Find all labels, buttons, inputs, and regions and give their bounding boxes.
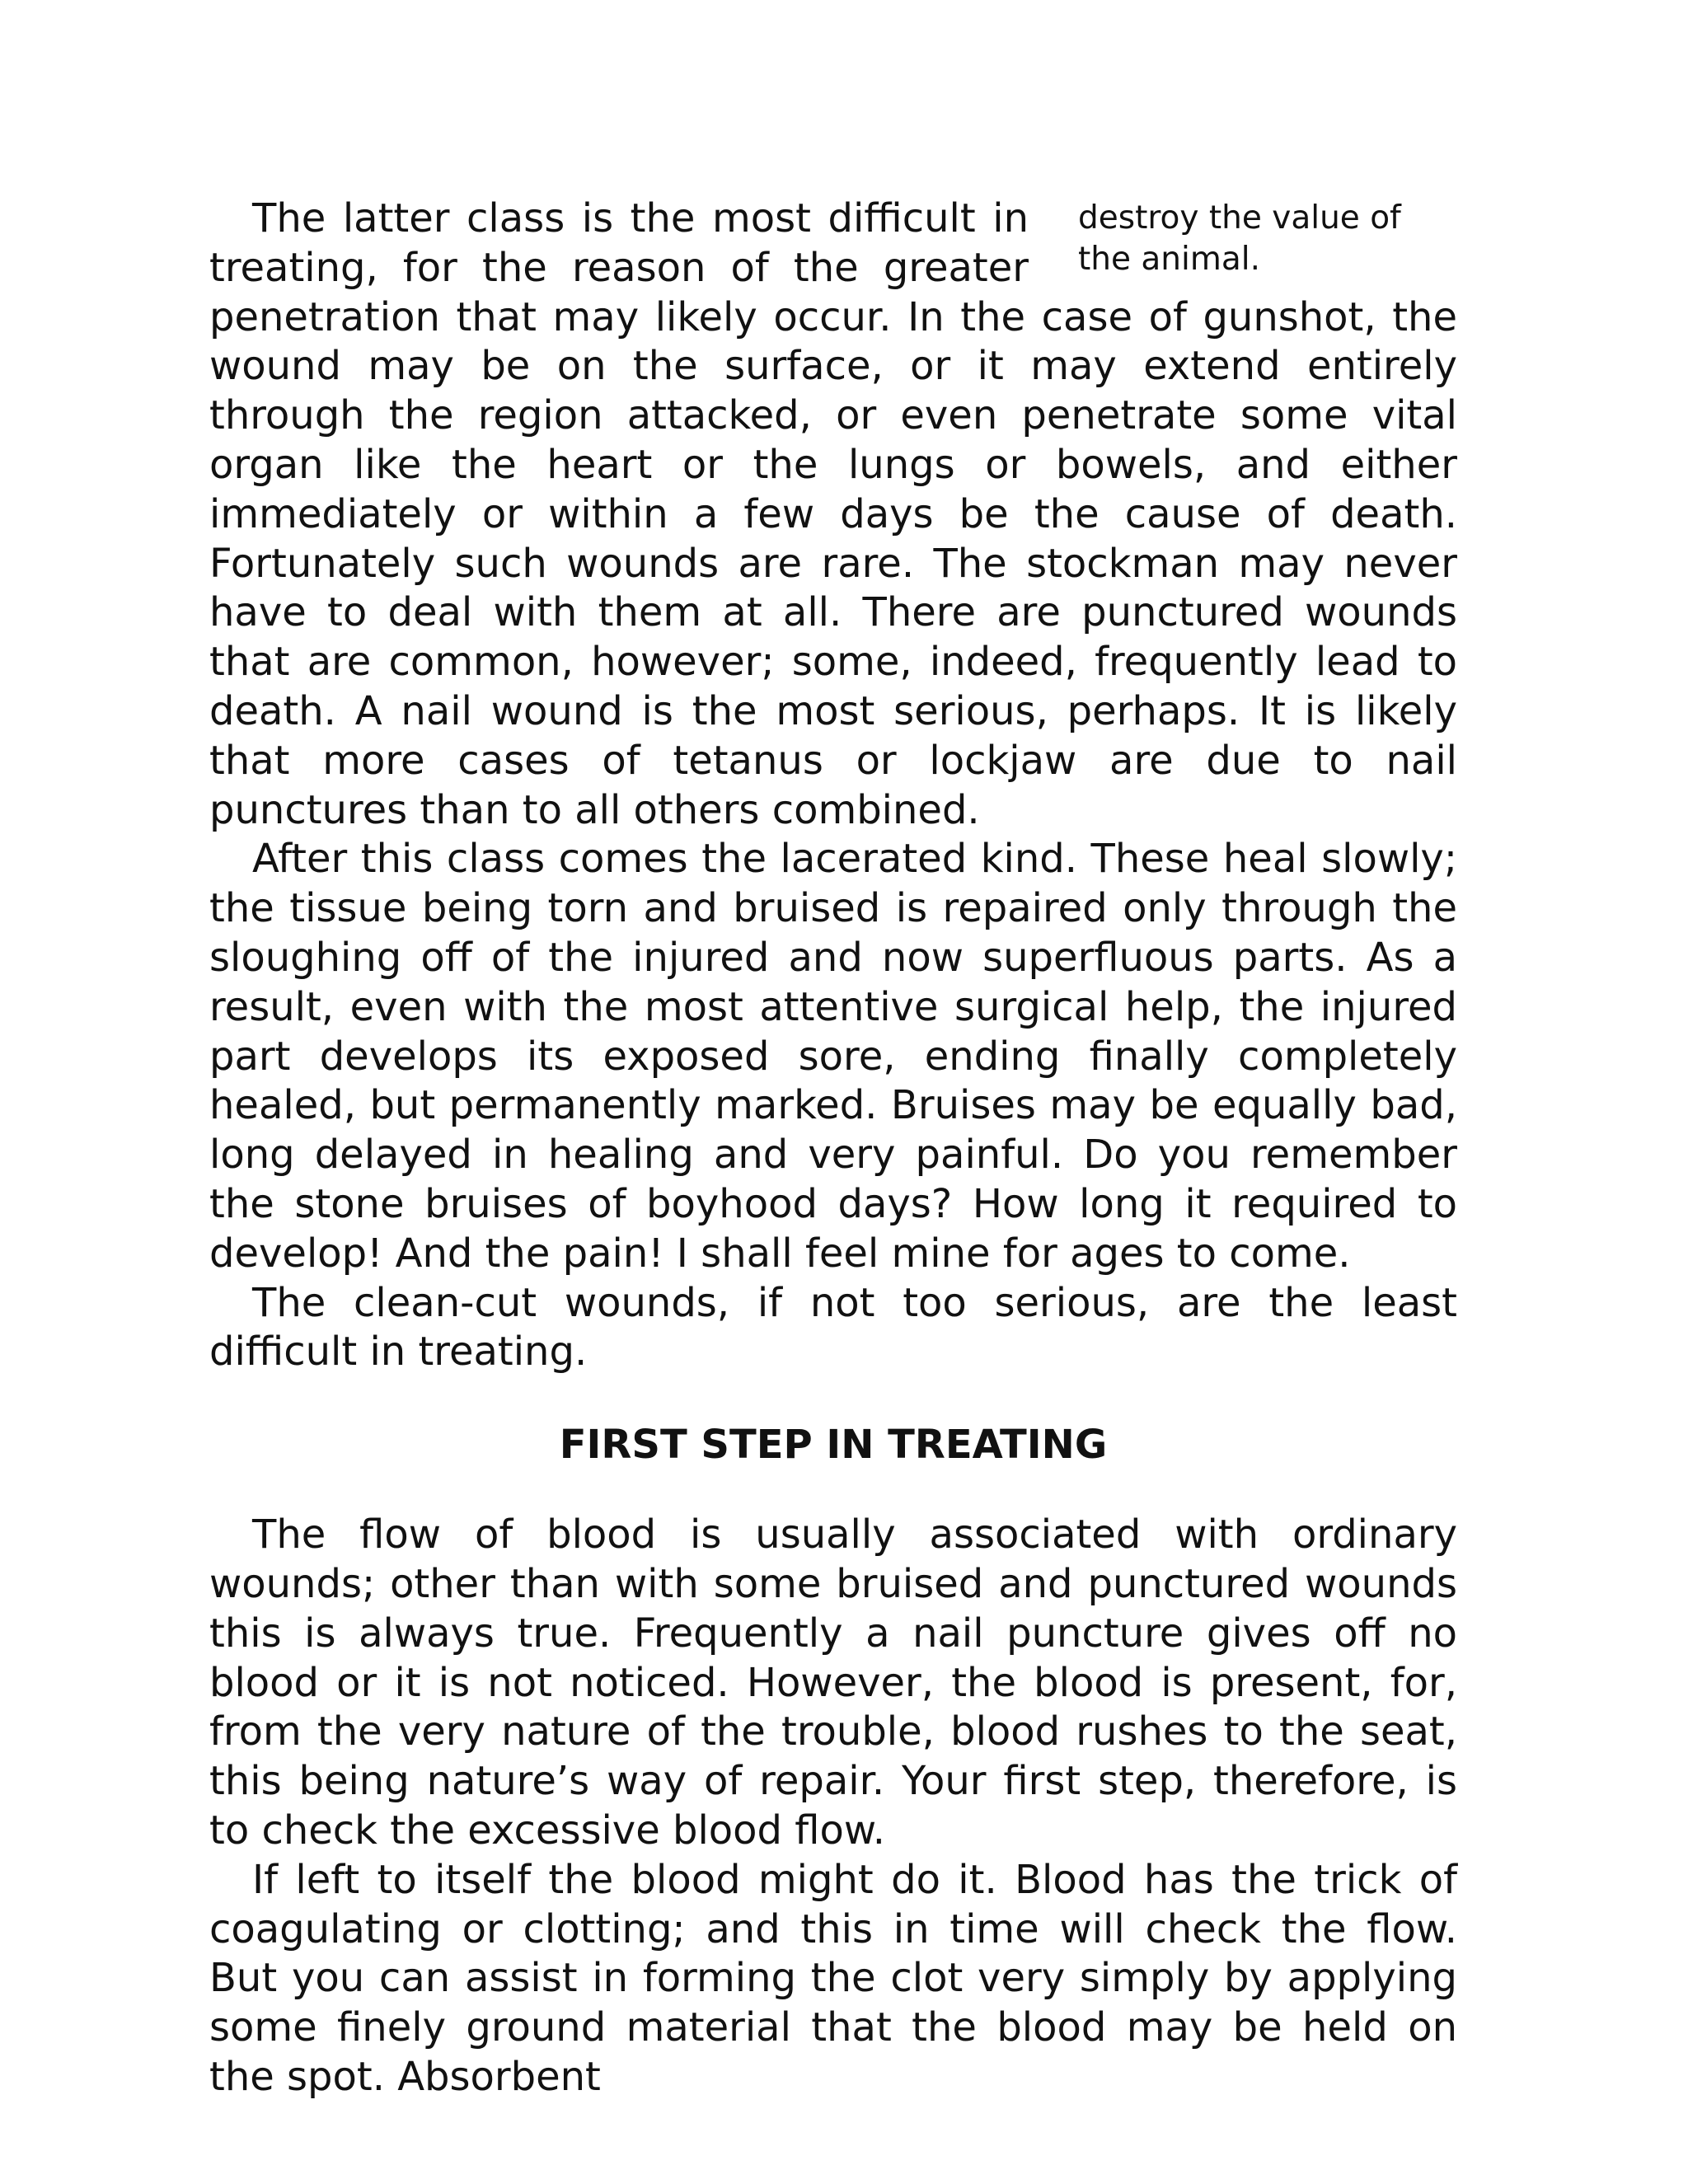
paragraph-clean-cut-wounds: The clean-cut wounds, if not too serious, are the least difficult in treating. <box>209 1279 1457 1376</box>
paragraph-clotting: If left to itself the blood might do it. Blood has the trick of coagulating or clotting; and this in time will check the flow. But you can assist in forming the clot very simply by applying some finely ground material that the blood may be held on the spot. Absorbent <box>209 1856 1457 2100</box>
side-note: destroy the value of the animal. <box>1078 199 1401 278</box>
paragraph-lacerated-wounds: After this class comes the lacerated kind. These heal slowly; the tissue being torn and bruised is repaired only through the sloughing off of the injured and now superfluous parts. As a result, even with the most attentive surgical help, the injured part develops its exposed sore, ending finally completely healed, but permanently marked. Bruises may be equally bad, long delayed in healing and very painful. Do you remember the stone bruises of boyhood days? How long it required to develop! And the pain! I shall feel mine for ages to come. <box>209 836 1457 1277</box>
text-column <box>209 194 1457 2102</box>
section-heading: FIRST STEP IN TREATING <box>559 1422 1108 1469</box>
paragraph-blood-flow: The flow of blood is usually associated with ordinary wounds; other than with some bruised and punctured wounds this is always true. Frequently a nail puncture gives off no blood or it is not noticed. However, the blood is present, for, from the very nature of the trouble, blood rushes to the seat, this being nature’s way of repair. Your first step, therefore, is to check the excessive blood flow. <box>209 1511 1457 1854</box>
paragraph-punctured-wounds: The latter class is the most difficult in treating, for the reason of the greater penetration that may likely occur. In the case of gunshot, the wound may be on the surface, or it may extend entirely through the region attacked, or even penetrate some vital organ like the heart or the lungs or bowels, and either immediately or within a few days be the cause of death. Fortunately such wounds are rare. The stockman may never have to deal with them at all. There are punctured wounds that are common, however; some, indeed, frequently lead to death. A nail wound is the most serious, perhaps. It is likely that more cases of tetanus or lockjaw are due to nail punctures than to all others combined. <box>209 195 1457 833</box>
